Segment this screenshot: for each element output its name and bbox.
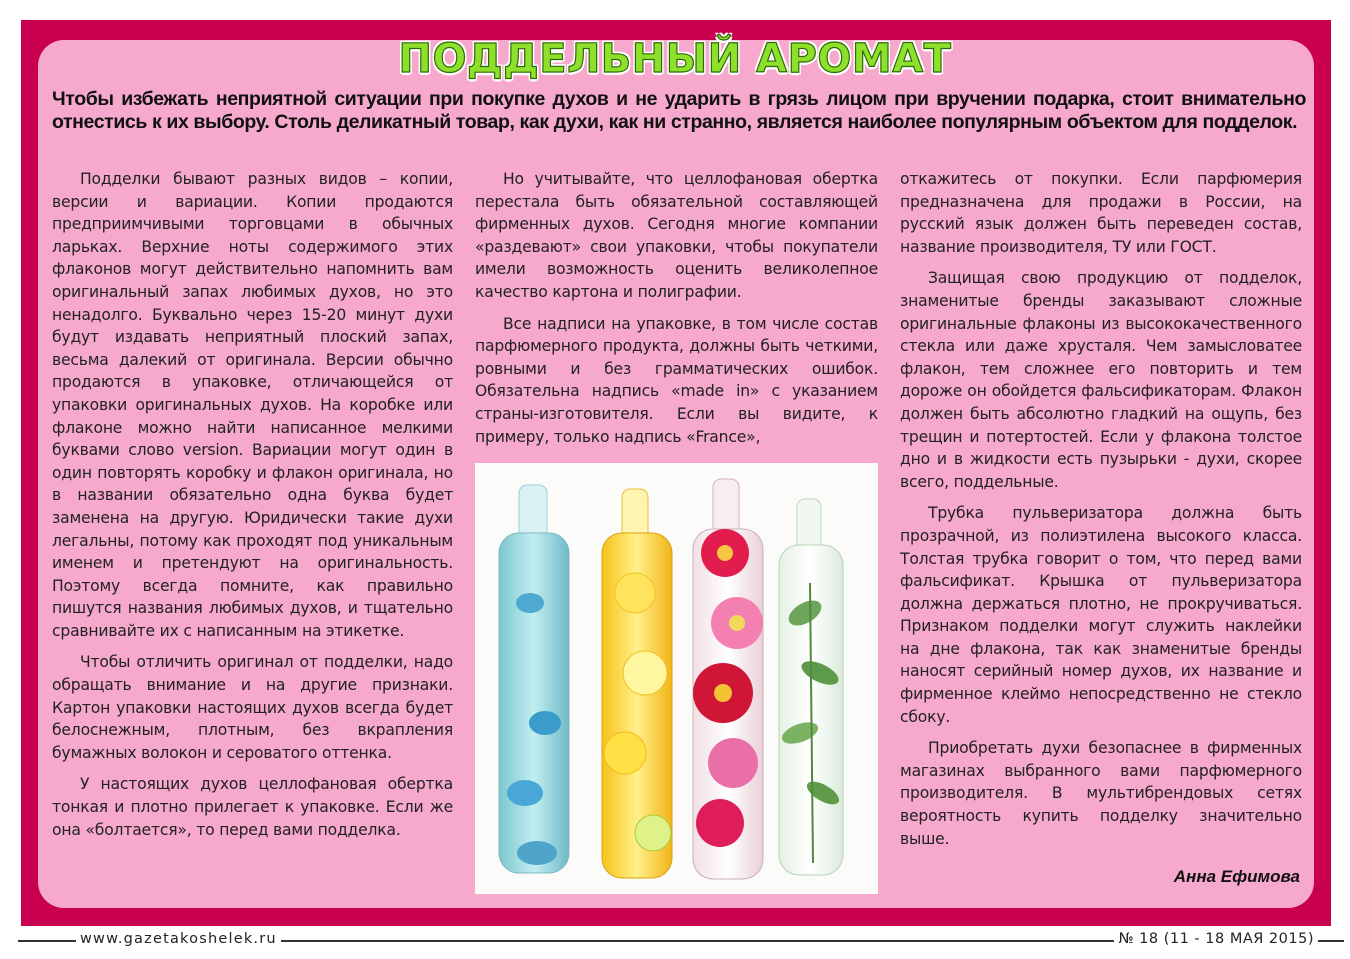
paragraph: Все надписи на упаковке, в том числе состав парфюмерного продукта, должны быть четкими, ровными и без грамматических ошибок. Обязательна надпись «made in» с указанием страны-изготовителя. Если вы видите, к примеру, только надпись «France», [475,314,878,446]
bottles-illustration [475,463,878,894]
article-author: Анна Ефимова [1173,867,1300,886]
paragraph: Подделки бывают разных видов – копии, версии и вариации. Копии продаются предприимчивыми торговцами в обычных ларьках. Верхние ноты содержимого этих флаконов могут действительно напомнить вам оригинальный запах любимых духов, но это ненадолго. Буквально через 15-20 минут духи будут издавать неприятный плоский запах, весьма далекий от оригинала. Версии обычно продаются в упаковке, отличающейся от упаковки оригинальных духов. На коробке или флаконе можно найти написанное мелкими буквами слово version. Вариации могут один в один повторять коробку и флакон оригинала, но в названии обязательно одна буква будет заменена на другую. Юридически такие духи легальны, потому как проходят под уникальным именем и претендуют на оригинальность. Поэтому всегда помните, как правильно пишутся названия любимых духов, и тщательно сравнивайте их с написанным на этикетке. [52,170,453,640]
article-lead: Чтобы избежать неприятной ситуации при покупке духов и не ударить в грязь лицом при вручении подарка, стоит внимательно отнестись к их выбору. Столь деликатный товар, как духи, как ни странно, является наиболее популярным объектом для подделок. [52,88,1306,133]
paragraph: Чтобы отличить оригинал от подделки, надо обращать внимание и на другие признаки. Картон упаковки настоящих духов всегда будет белоснежным, плотным, без вкрапления бумажных волокон и сероватого оттенка. [52,653,453,762]
paragraph: У настоящих духов целлофановая обертка тонкая и плотно прилегает к упаковке. Если же она «болтается», то перед вами подделка. [52,775,453,839]
article-headline: ПОДДЕЛЬНЫЙ АРОМАТ [398,36,952,82]
paragraph: откажитесь от покупки. Если парфюмерия предназначена для продажи в России, на русский язык должен быть переведен состав, название производителя, ТУ или ГОСТ. [900,170,1302,256]
text-column-2 [475,168,878,457]
page-footer [18,929,1344,953]
paragraph: Трубка пульверизатора должна быть прозрачной, из полиэтилена высокого класса. Толстая трубка говорит о том, что перед вами фальсификат. Крышка от пульверизатора должна держаться плотно, не прокручиваться. Признаком подделки могут служить наклейки на дне флакона, так как знаменитые бренды наносят серийный номер духов, их название и фирменное клеймо непосредственно не стекло сбоку. [900,504,1302,726]
text-column-1 [52,168,453,850]
perfume-bottles-photo [475,463,878,894]
text-column-3 [900,168,1302,859]
paragraph: Приобретать духи безопаснее в фирменных магазинах выбранного вами парфюмерного производителя. В мультибрендовых сетях вероятность купить подделку значительно выше. [900,739,1302,848]
footer-issue: № 18 (11 - 18 МАЯ 2015) [1114,931,1318,947]
footer-website: www.gazetakoshelek.ru [76,931,281,947]
paragraph: Но учитывайте, что целлофановая обертка перестала быть обязательной составляющей фирменных духов. Сегодня многие компании «раздевают» свои упаковки, чтобы покупатели имели возможность оценить великолепное качество картона и полиграфии. [475,170,878,301]
paragraph: Защищая свою продукцию от подделок, знаменитые бренды заказывают сложные оригинальные флаконы из высококачественного стекла или даже хрусталя. Чем замысловатее флакон, тем сложнее его повторить и тем дороже он обойдется фальсификаторам. Флакон должен быть абсолютно гладкий на ощупь, без трещин и потертостей. Если у флакона толстое дно и в жидкости есть пузырьки - духи, скорее всего, поддельные. [900,269,1302,491]
